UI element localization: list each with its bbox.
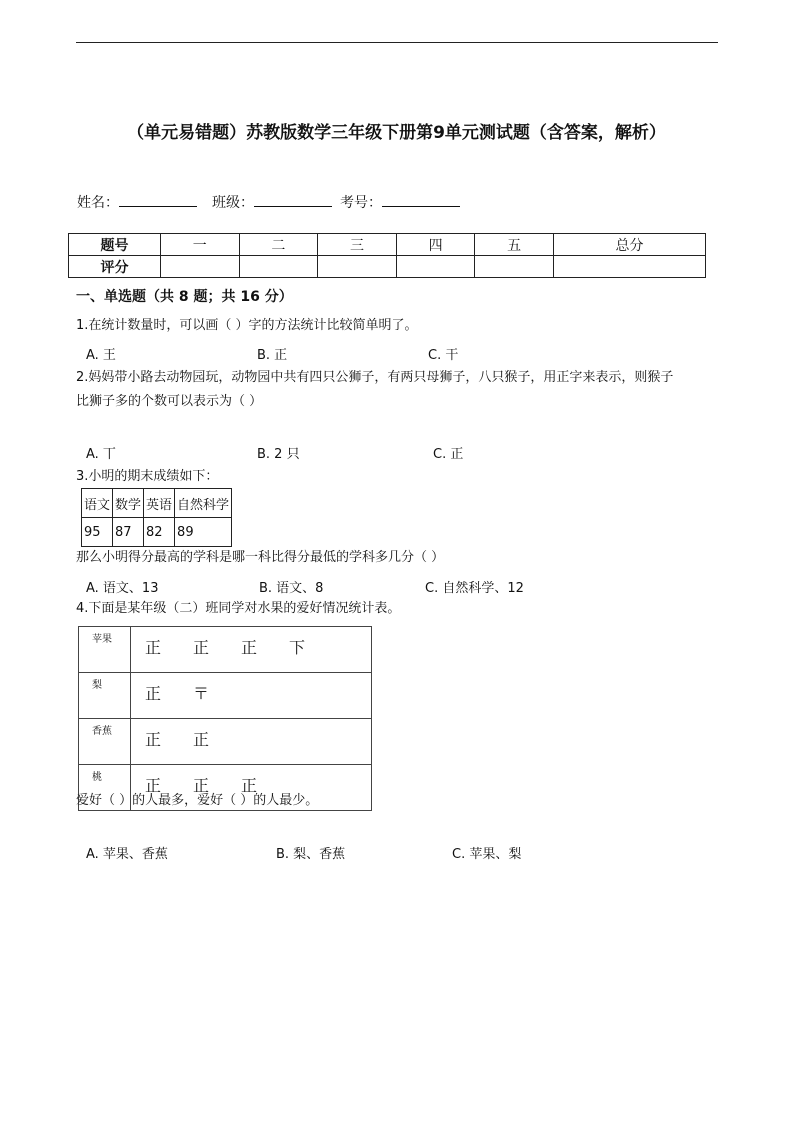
score-table [68,233,706,278]
tally-mark: 下 [289,638,306,657]
tally-mark: 正 [193,776,210,795]
q4-question: 爱好（ ）的人最多，爱好（ ）的人最少。 [76,793,319,808]
score-col-2: 二 [239,234,318,256]
fruit-tally-banana [131,719,372,765]
grades-table [81,488,232,547]
score-col-3: 三 [318,234,397,256]
score-cell-2[interactable] [239,256,318,278]
grades-score-chinese: 95 [82,518,113,547]
name-label: 姓名： [77,195,119,211]
q4-option-b[interactable]: B. 梨、香蕉 [276,847,346,862]
q2-text-line1: 2.妈妈带小路去动物园玩，动物园中共有四只公狮子，有两只母狮子，八只猴子，用正字来表示，则猴子 [76,370,674,385]
fruit-row-pear [79,673,372,719]
grades-header-english: 英语 [144,489,175,518]
q4-option-c[interactable]: C. 苹果、梨 [452,847,522,862]
score-table-score-row [69,256,706,278]
fruit-name-pear: 梨 [79,673,131,719]
grades-header-math: 数学 [113,489,144,518]
q2-option-c[interactable]: C. 正 [433,447,464,462]
score-col-total: 总分 [553,234,705,256]
grades-score-row [82,518,232,547]
q3-text: 3.小明的期末成绩如下： [76,469,219,484]
score-cell-total[interactable] [553,256,705,278]
class-blank[interactable] [254,192,332,207]
section-heading: 一、单选题（共 8 题；共 16 分） [76,289,293,305]
name-blank[interactable] [119,192,197,207]
grades-header-chinese: 语文 [82,489,113,518]
q3-option-c[interactable]: C. 自然科学、12 [425,581,524,596]
q4-option-a[interactable]: A. 苹果、香蕉 [86,847,168,862]
score-cell-3[interactable] [318,256,397,278]
q1-option-a[interactable]: A. 王 [86,348,116,363]
q1-option-b[interactable]: B. 正 [257,348,288,363]
score-col-1: 一 [161,234,240,256]
id-field[interactable] [340,192,460,212]
tally-mark: 正 [241,776,258,795]
score-col-4: 四 [396,234,475,256]
tally-mark: 正 [145,730,162,749]
fruit-name-banana: 香蕉 [79,719,131,765]
score-col-5: 五 [475,234,554,256]
q3-question: 那么小明得分最高的学科是哪一科比得分最低的学科多几分（ ） [76,550,445,565]
class-field[interactable] [212,192,332,212]
id-label: 考号： [340,195,382,211]
grades-header-row [82,489,232,518]
q4-text: 4.下面是某年级（二）班同学对水果的爱好情况统计表。 [76,601,401,616]
class-label: 班级： [212,195,254,211]
score-table-header-row [69,234,706,256]
fruit-tally-apple [131,627,372,673]
fruit-name-apple: 苹果 [79,627,131,673]
score-cell-1[interactable] [161,256,240,278]
score-cell-5[interactable] [475,256,554,278]
q1-option-c[interactable]: C. 干 [428,348,459,363]
fruit-tally-pear [131,673,372,719]
tally-mark: 正 [145,776,162,795]
tally-mark: 正 [241,638,258,657]
q2-text-line2: 比狮子多的个数可以表示为（ ） [76,394,263,409]
tally-mark: 〒 [193,684,210,703]
q2-option-a[interactable]: A. 丅 [86,447,116,462]
grades-score-math: 87 [113,518,144,547]
q3-option-a[interactable]: A. 语文、13 [86,581,159,596]
tally-mark: 正 [145,684,162,703]
tally-mark: 正 [193,638,210,657]
score-row1-label: 题号 [69,234,161,256]
fruit-tally-table [78,626,372,811]
page-title: （单元易错题）苏教版数学三年级下册第9单元测试题（含答案，解析） [127,123,666,143]
grades-score-english: 82 [144,518,175,547]
q1-text: 1.在统计数量时，可以画（ ）字的方法统计比较简单明了。 [76,318,418,333]
id-blank[interactable] [382,192,460,207]
tally-mark: 正 [145,638,162,657]
q2-option-b[interactable]: B. 2 只 [257,447,300,462]
fruit-name-peach: 桃 [79,765,131,811]
top-rule [76,42,718,43]
fruit-row-banana [79,719,372,765]
grades-score-science: 89 [175,518,232,547]
fruit-row-apple [79,627,372,673]
grades-header-science: 自然科学 [175,489,232,518]
score-row2-label: 评分 [69,256,161,278]
name-field[interactable] [77,192,197,212]
tally-mark: 正 [193,730,210,749]
score-cell-4[interactable] [396,256,475,278]
q3-option-b[interactable]: B. 语文、8 [259,581,324,596]
